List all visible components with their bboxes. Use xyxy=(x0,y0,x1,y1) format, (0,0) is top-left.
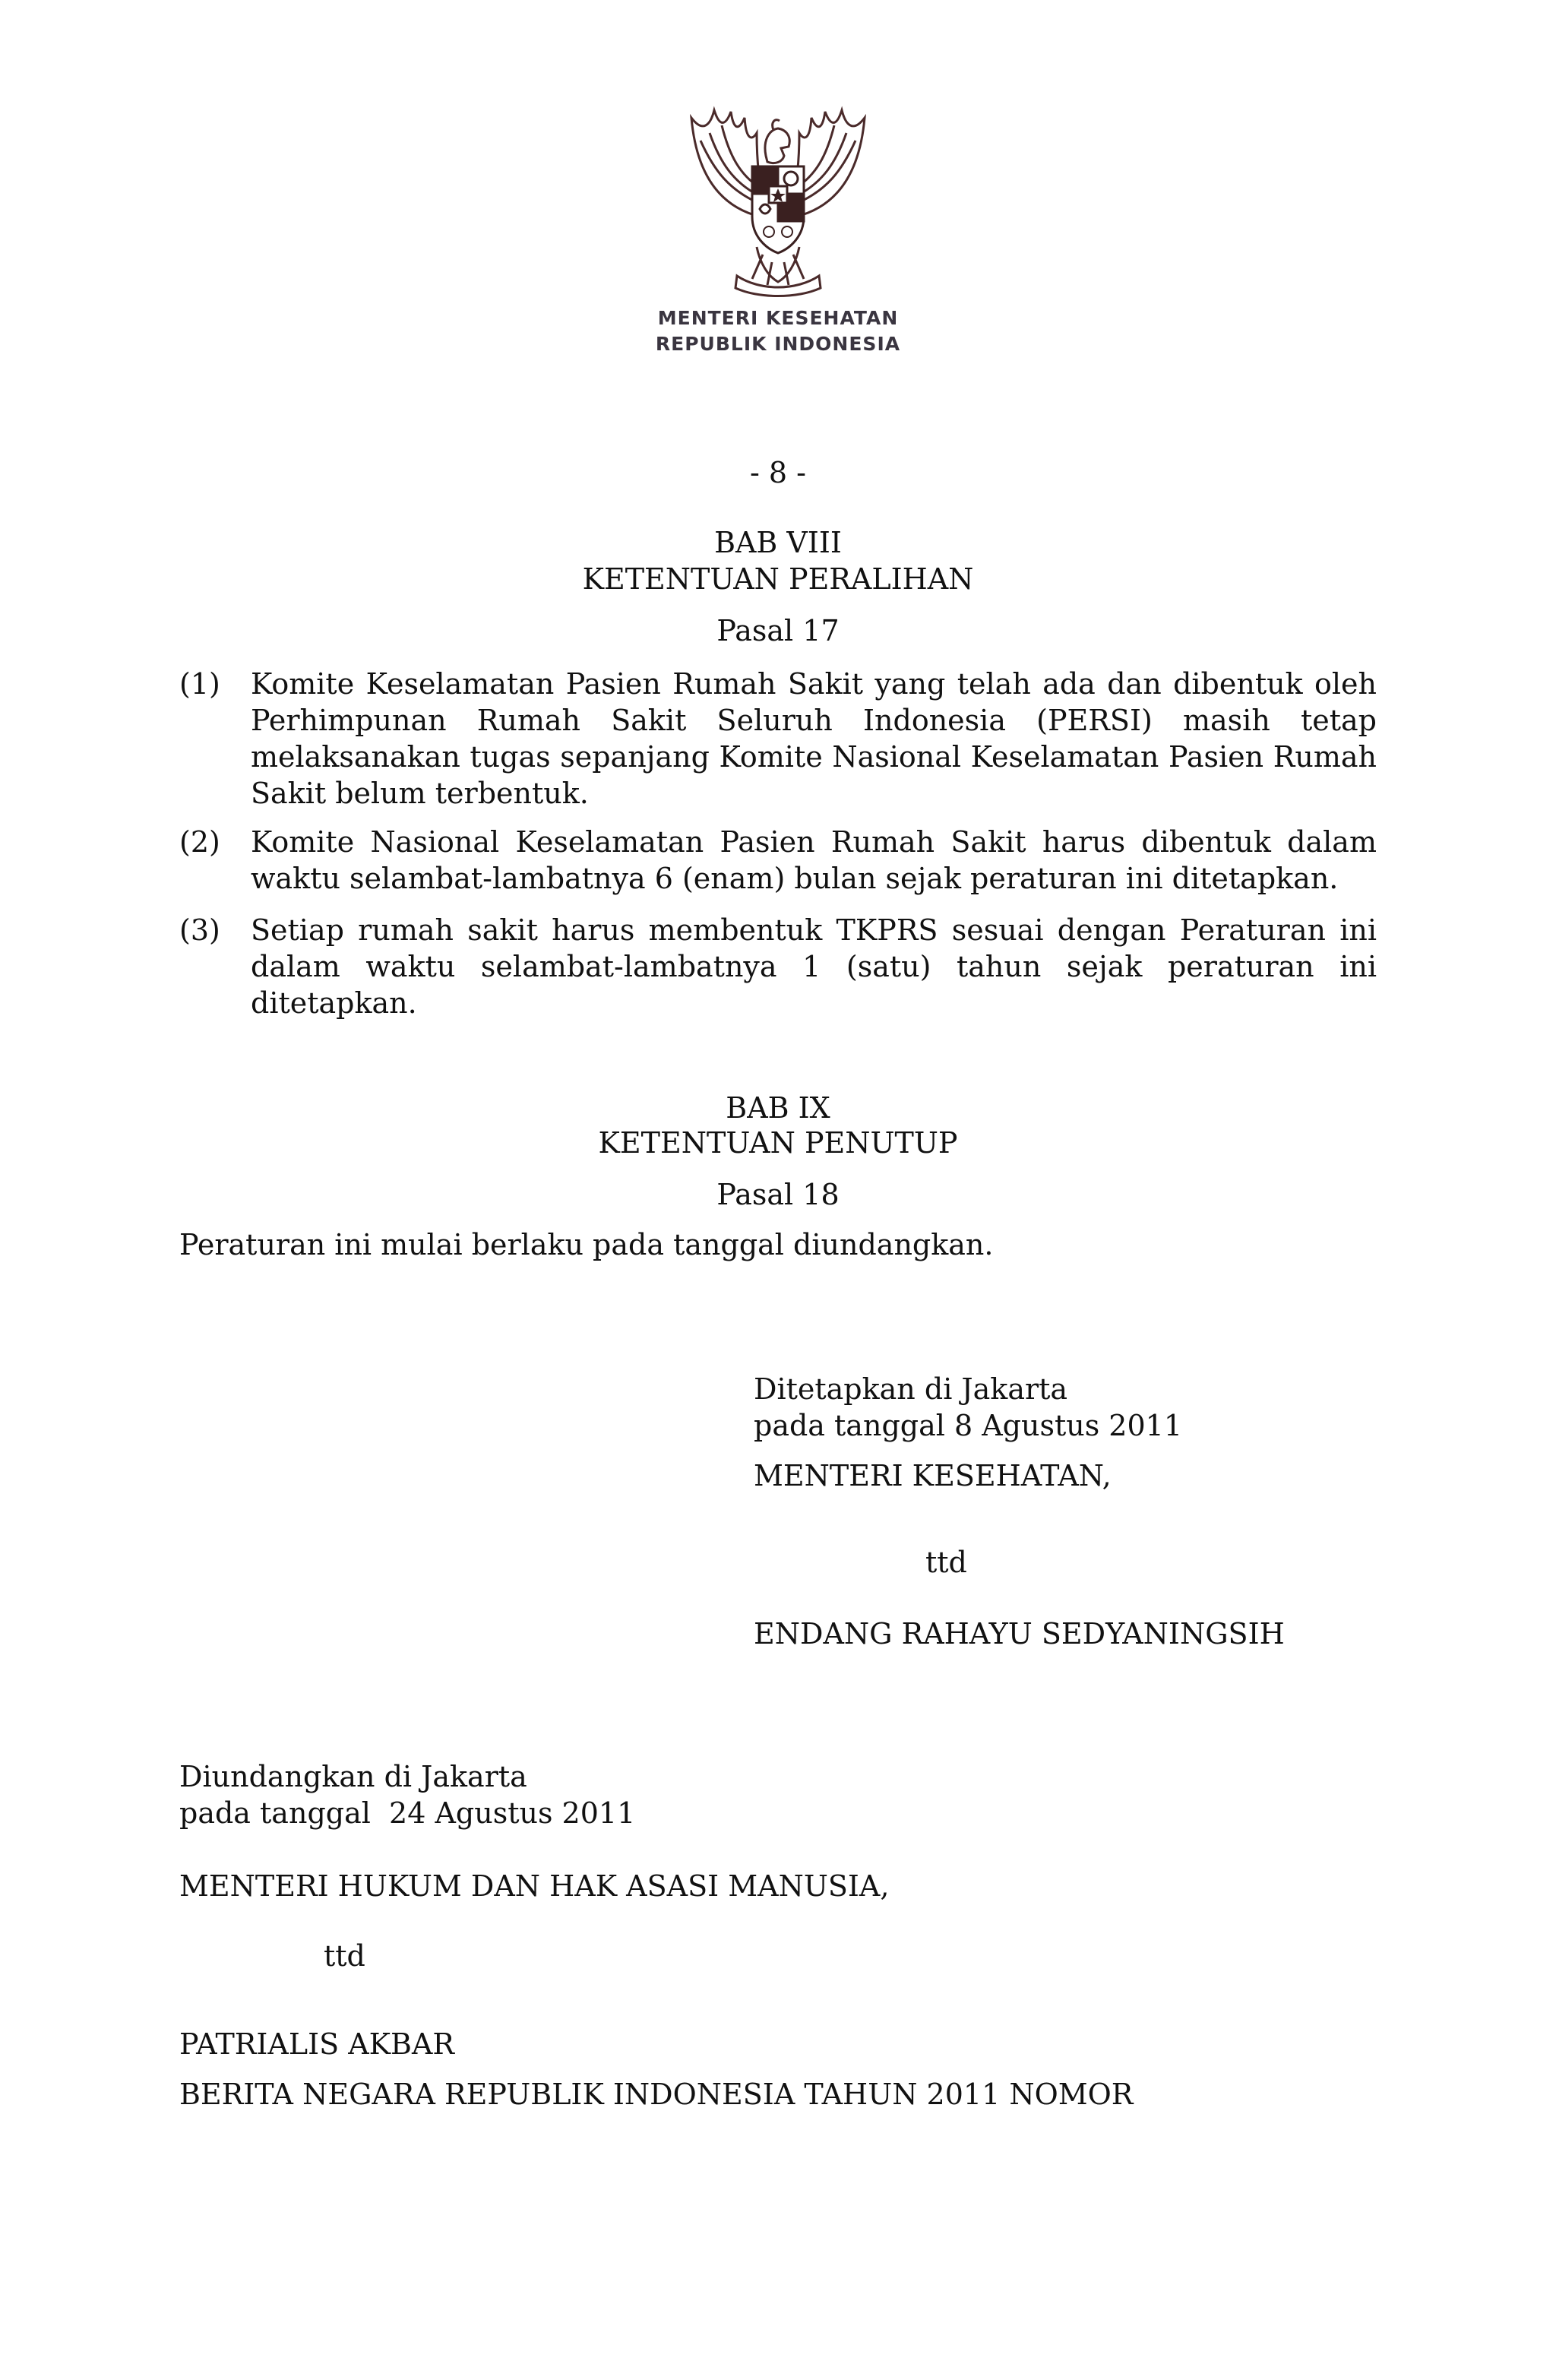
item-3-text: Setiap rumah sakit harus membentuk TKPRS sesuai dengan Peraturan ini dalam waktu selambat-lambatnya 1 (satu) tahun sejak peraturan ini ditetapkan. xyxy=(251,913,1377,1020)
signature-2-date: pada tanggal 24 Agustus 2011 xyxy=(179,1796,636,1830)
gazette-footer: BERITA NEGARA REPUBLIK INDONESIA TAHUN 2011 NOMOR xyxy=(179,2078,1134,2111)
ministry-country: REPUBLIK INDONESIA xyxy=(655,333,901,355)
item-2-number: (2) xyxy=(179,825,220,859)
article-17-title: Pasal 17 xyxy=(716,614,840,647)
page-number: - 8 - xyxy=(749,456,806,489)
signature-2-name: PATRIALIS AKBAR xyxy=(179,2027,455,2061)
ministry-name: MENTERI KESEHATAN xyxy=(657,307,899,329)
chapter-8-title: BAB VIII xyxy=(714,526,842,559)
garuda-emblem-icon xyxy=(684,103,872,297)
article-18-text: Peraturan ini mulai berlaku pada tanggal diundangkan. xyxy=(179,1228,994,1261)
item-1-text: Komite Keselamatan Pasien Rumah Sakit yang telah ada dan dibentuk oleh Perhimpunan Rumah Sakit Seluruh Indonesia (PERSI) masih tetap melaksanakan tugas sepanjang Komite Nasional Keselamatan Pasien Rumah Sakit belum terbentuk. xyxy=(251,667,1377,810)
signature-2-place: Diundangkan di Jakarta xyxy=(179,1760,527,1793)
chapter-8-subtitle: KETENTUAN PERALIHAN xyxy=(582,562,974,596)
chapter-9-subtitle: KETENTUAN PENUTUP xyxy=(598,1126,958,1160)
article-18-title: Pasal 18 xyxy=(716,1178,840,1211)
item-2-text: Komite Nasional Keselamatan Pasien Rumah Sakit harus dibentuk dalam waktu selambat-lambatnya 6 (enam) bulan sejak peraturan ini ditetapkan. xyxy=(251,825,1377,895)
item-3-number: (3) xyxy=(179,913,220,947)
signature-2-ttd: ttd xyxy=(324,1939,365,1973)
signature-1-date: pada tanggal 8 Agustus 2011 xyxy=(754,1409,1183,1442)
signature-1-place: Ditetapkan di Jakarta xyxy=(754,1372,1068,1406)
item-1-number: (1) xyxy=(179,667,220,701)
signature-2-position: MENTERI HUKUM DAN HAK ASASI MANUSIA, xyxy=(179,1869,890,1903)
signature-1-ttd: ttd xyxy=(925,1546,967,1579)
signature-1-name: ENDANG RAHAYU SEDYANINGSIH xyxy=(754,1617,1285,1650)
chapter-9-title: BAB IX xyxy=(726,1091,830,1125)
signature-1-position: MENTERI KESEHATAN, xyxy=(754,1459,1112,1492)
